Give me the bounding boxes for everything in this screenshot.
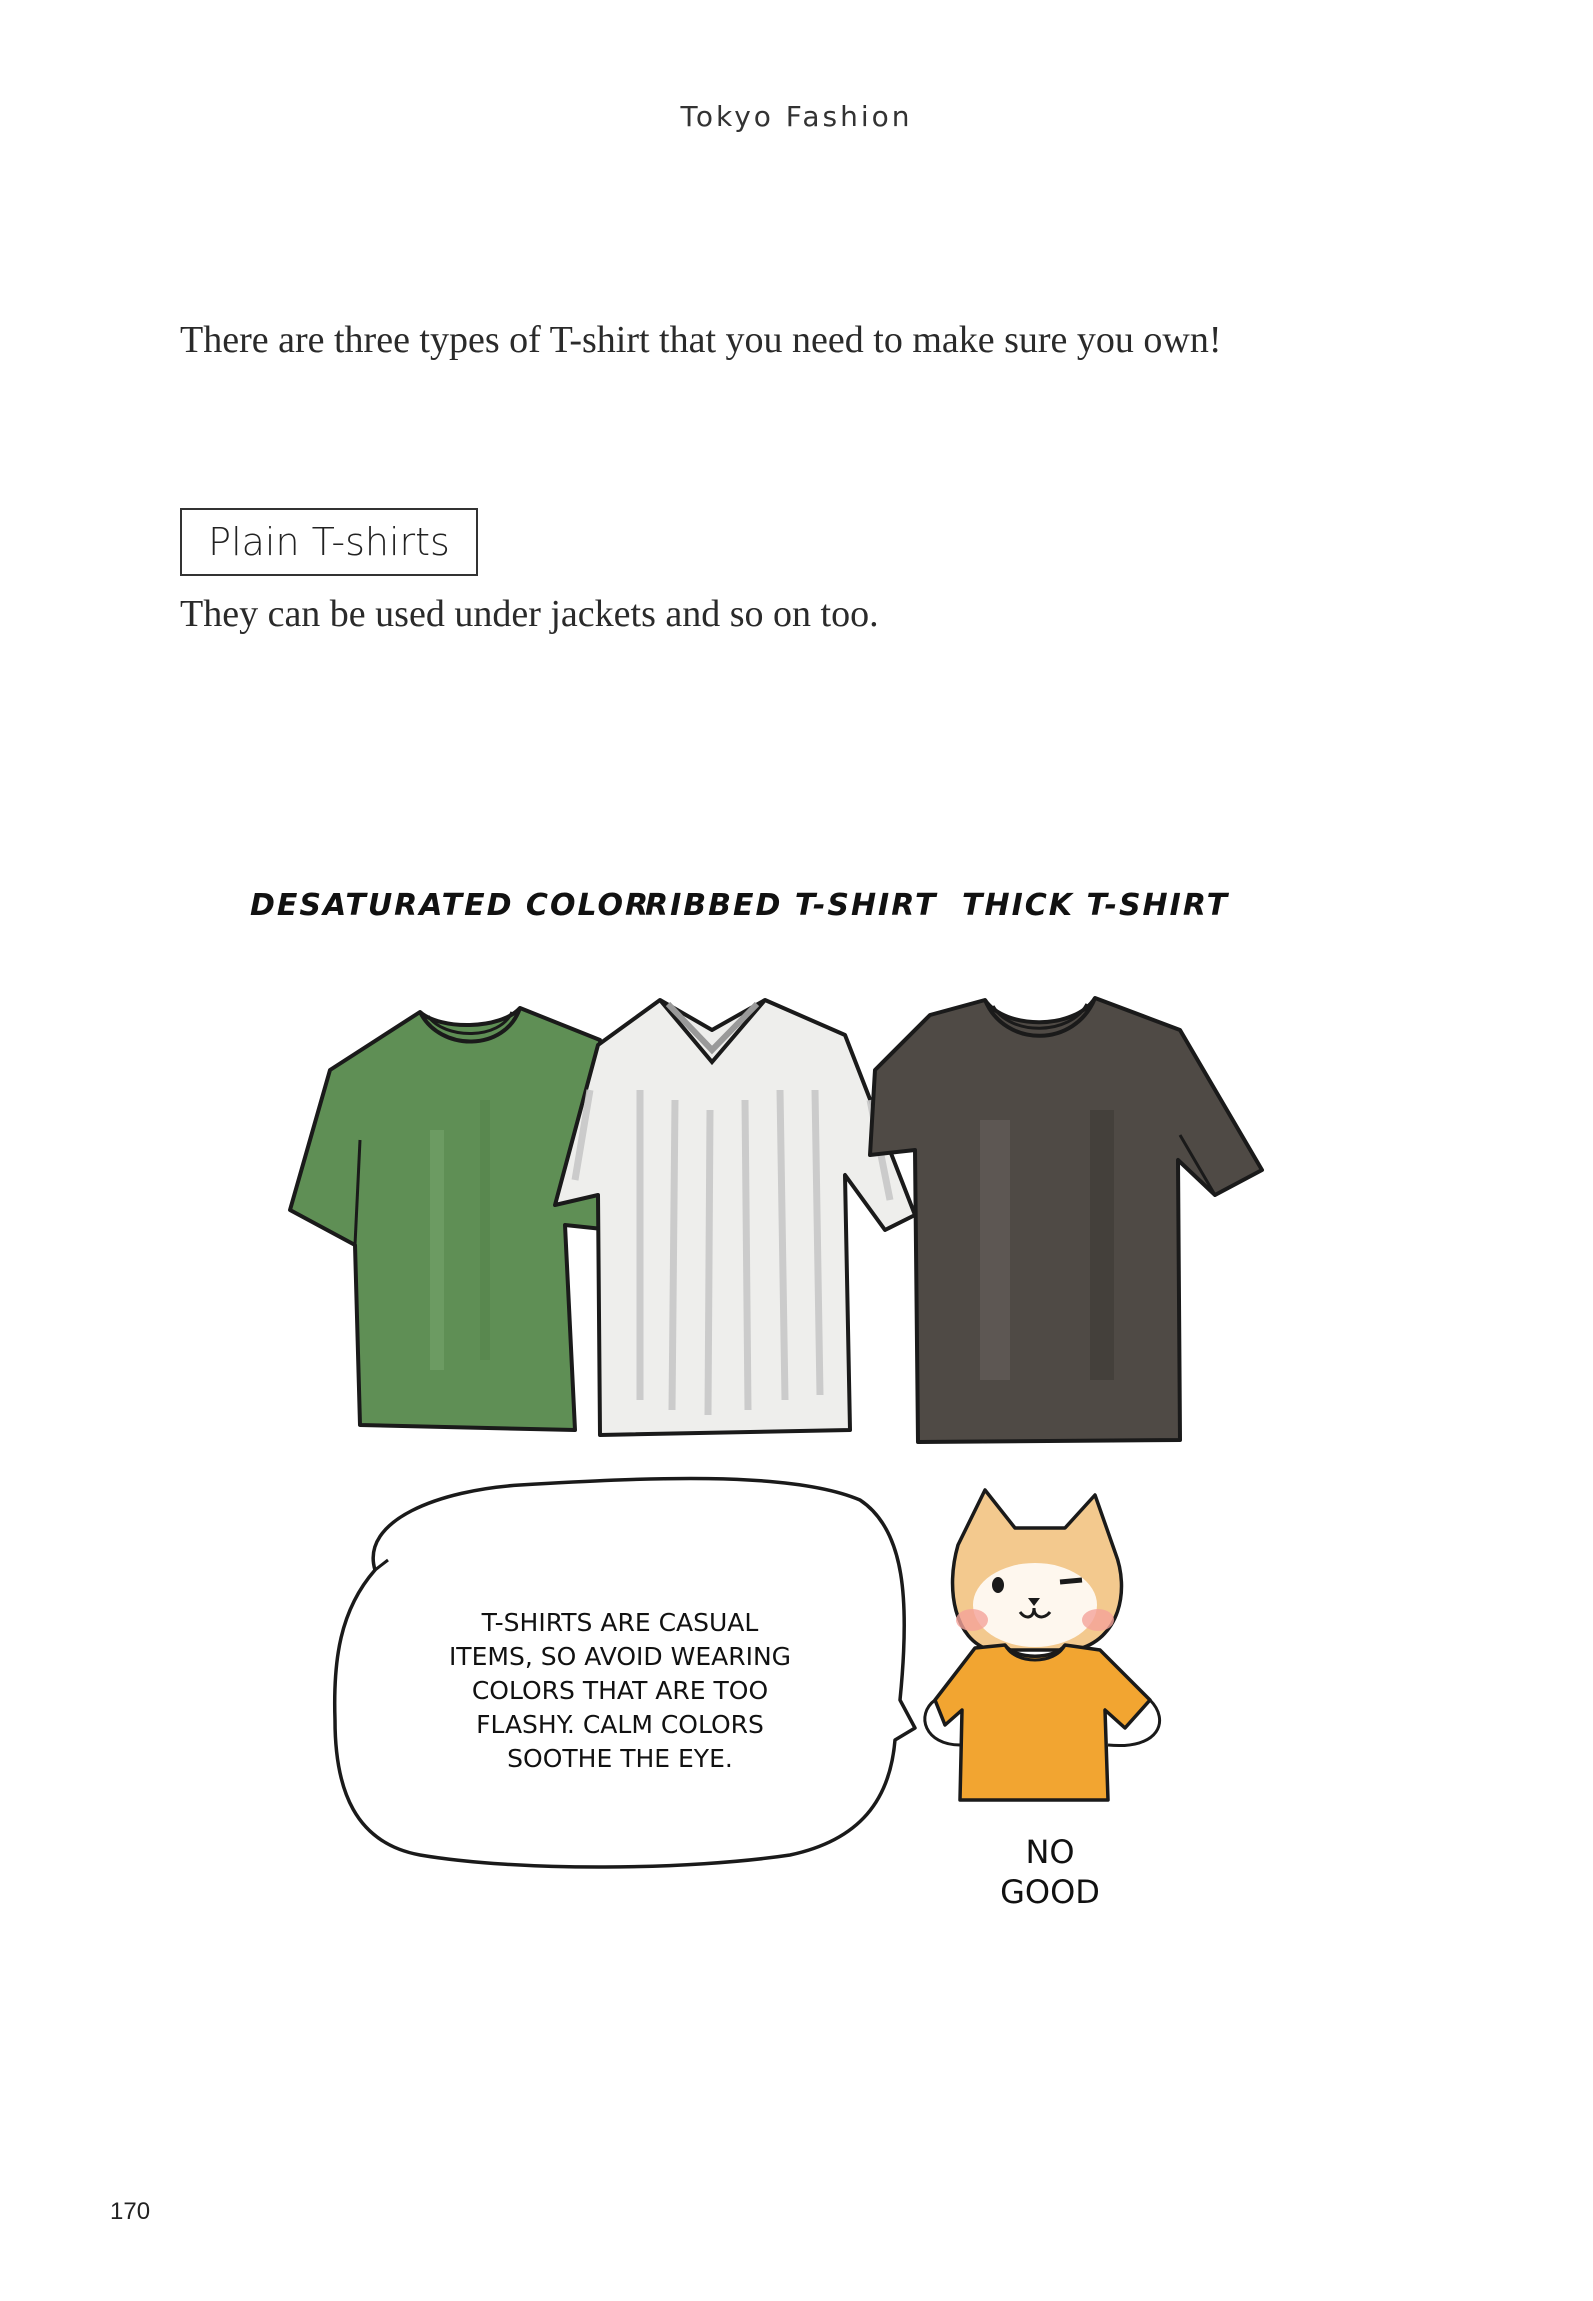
caption-line: GOOD bbox=[1000, 1873, 1100, 1911]
speech-line: T-SHIRTS ARE CASUAL bbox=[481, 1608, 759, 1637]
thick-tshirt-illustration bbox=[870, 998, 1262, 1442]
mascot-cat bbox=[925, 1490, 1160, 1800]
shirt-label-desaturated: DESATURATED COLOR bbox=[250, 888, 651, 923]
section-subtitle: They can be used under jackets and so on too. bbox=[180, 593, 879, 635]
mascot-caption bbox=[970, 1832, 1130, 1912]
intro-text: There are three types of T-shirt that you need to make sure you own! bbox=[180, 319, 1222, 361]
speech-line: ITEMS, SO AVOID WEARING bbox=[448, 1642, 792, 1671]
green-tshirt-illustration bbox=[290, 1008, 612, 1430]
page-number: 170 bbox=[110, 2198, 151, 2225]
running-header: Tokyo Fashion bbox=[680, 100, 913, 133]
speech-line: SOOTHE THE EYE. bbox=[507, 1744, 733, 1773]
shirt-label-thick: THICK T-SHIRT bbox=[962, 888, 1230, 923]
speech-line: FLASHY. CALM COLORS bbox=[476, 1710, 764, 1739]
section-title: Plain T-shirts bbox=[208, 520, 450, 564]
speech-line: COLORS THAT ARE TOO bbox=[471, 1676, 769, 1705]
ribbed-tshirt-illustration bbox=[555, 1000, 915, 1435]
speech-bubble-text bbox=[400, 1606, 840, 1776]
caption-line: NO bbox=[1025, 1833, 1075, 1871]
shirt-label-ribbed: RIBBED T-SHIRT bbox=[645, 888, 938, 923]
